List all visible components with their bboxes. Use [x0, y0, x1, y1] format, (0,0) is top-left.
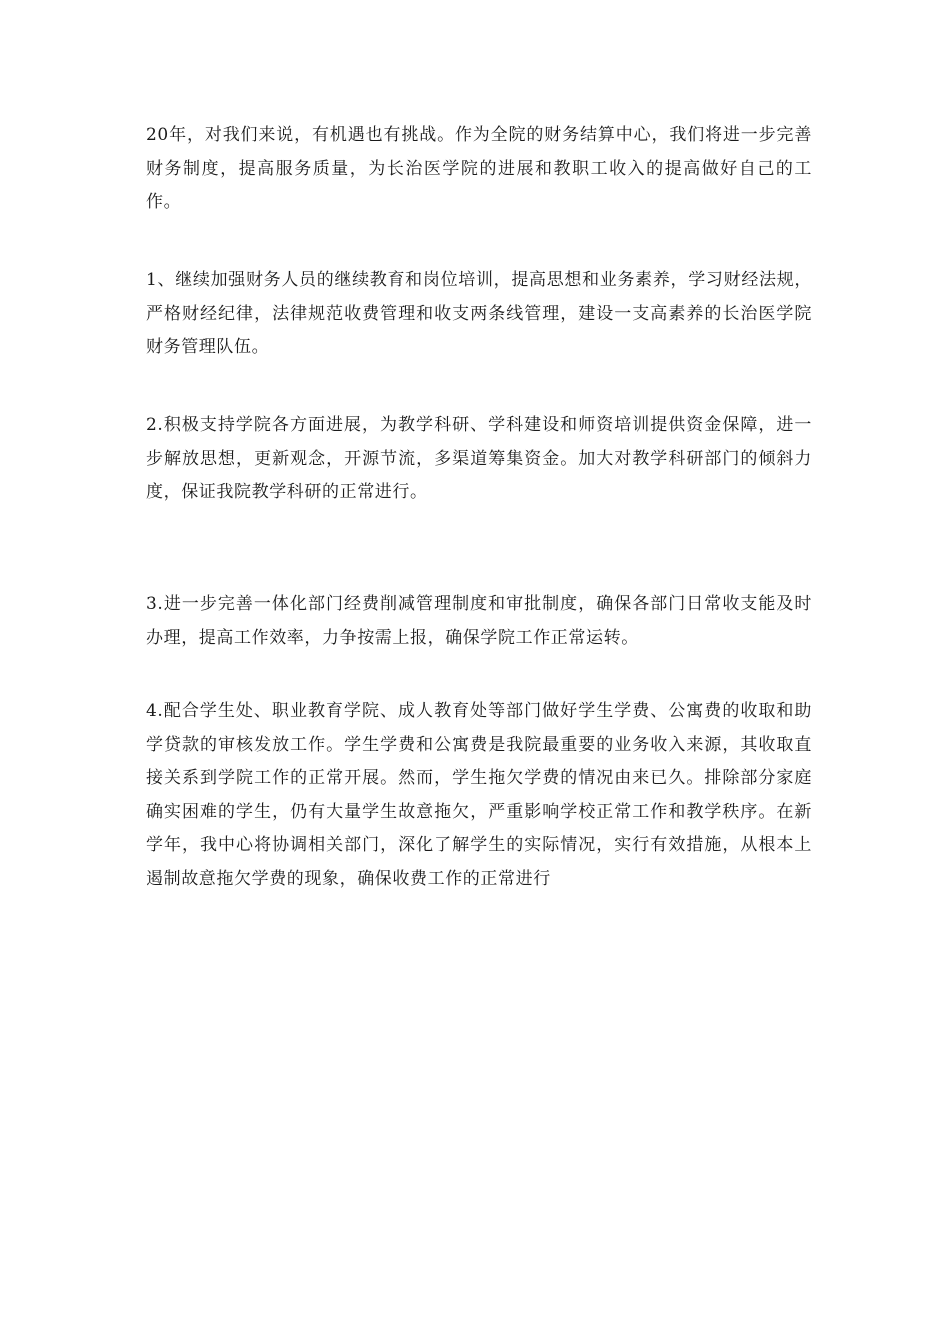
item-2-paragraph: 2.积极支持学院各方面进展，为教学科研、学科建设和师资培训提供资金保障，进一步解放思想，更新观念，开源节流，多渠道筹集资金。加大对教学科研部门的倾斜力度，保证我院教学科研的正常进行。	[146, 415, 812, 502]
item-3-paragraph: 3.进一步完善一体化部门经费削减管理制度和审批制度，确保各部门日常收支能及时办理，提高工作效率，力争按需上报，确保学院工作正常运转。	[146, 594, 812, 648]
item-1-paragraph: 1、继续加强财务人员的继续教育和岗位培训，提高思想和业务素养，学习财经法规，严格财经纪律，法律规范收费管理和收支两条线管理，建设一支高素养的长治医学院财务管理队伍。	[146, 270, 812, 357]
intro-paragraph: 20年，对我们来说，有机遇也有挑战。作为全院的财务结算中心，我们将进一步完善财务制度，提高服务质量，为长治医学院的进展和教职工收入的提高做好自己的工作。	[146, 125, 812, 212]
item-4-paragraph: 4.配合学生处、职业教育学院、成人教育处等部门做好学生学费、公寓费的收取和助学贷款的审核发放工作。学生学费和公寓费是我院最重要的业务收入来源，其收取直接关系到学院工作的正常开展。然而，学生拖欠学费的情况由来已久。排除部分家庭确实困难的学生，仍有大量学生故意拖欠，严重影响学校正常工作和教学秩序。在新学年，我中心将协调相关部门，深化了解学生的实际情况，实行有效措施，从根本上遏制故意拖欠学费的现象，确保收费工作的正常进行	[146, 701, 812, 889]
